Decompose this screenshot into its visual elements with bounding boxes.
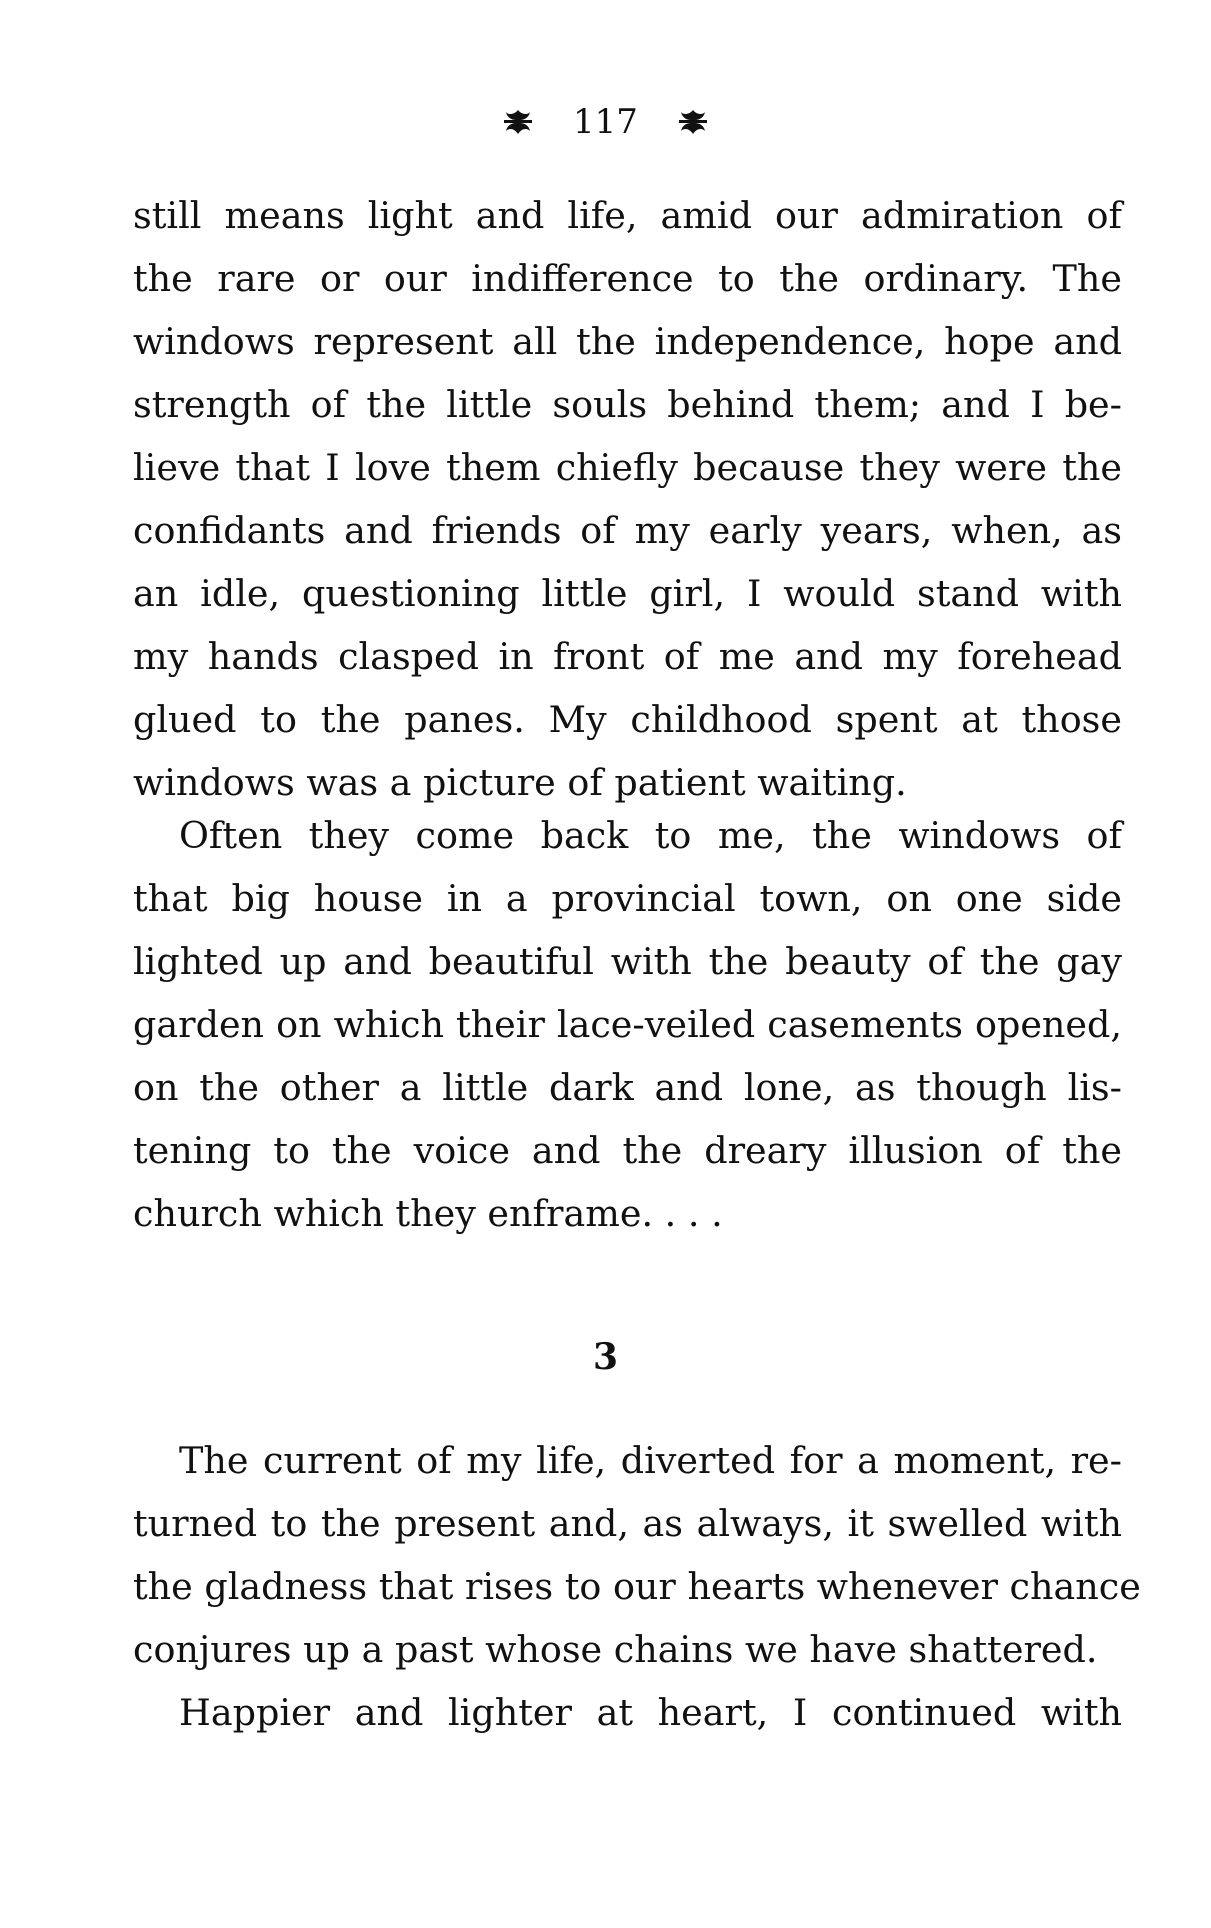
- page-header: [0, 100, 1211, 142]
- text-line: that big house in a provincial town, on one side: [133, 877, 1122, 920]
- paragraph-1: [133, 184, 1122, 814]
- text-line: Often they come back to me, the windows of: [179, 814, 1122, 857]
- text-line: windows represent all the independence, hope and: [133, 320, 1122, 363]
- text-line: turned to the present and, as always, it swelled with: [133, 1502, 1122, 1545]
- text-line: my hands clasped in front of me and my forehead: [133, 635, 1122, 678]
- text-line: lieve that I love them chiefly because they were the: [133, 446, 1122, 489]
- left-fleuron-ornament: [500, 107, 536, 137]
- text-line: conjures up a past whose chains we have shattered.: [133, 1628, 1098, 1671]
- section-number: 3: [592, 1336, 619, 1378]
- text-line: windows was a picture of patient waiting.: [133, 761, 907, 804]
- paragraph-2: [133, 804, 1122, 1245]
- text-line: tening to the voice and the dreary illusion of the: [133, 1129, 1122, 1172]
- paragraph-3: [133, 1429, 1141, 1744]
- text-line: the rare or our indifference to the ordinary. The: [133, 257, 1122, 300]
- text-line: garden on which their lace-veiled casements opened,: [133, 1003, 1122, 1046]
- text-line: strength of the little souls behind them; and I be-: [133, 383, 1122, 426]
- text-line: on the other a little dark and lone, as though lis-: [133, 1066, 1122, 1109]
- text-line: Happier and lighter at heart, I continued with: [179, 1691, 1122, 1734]
- text-line: the gladness that rises to our hearts whenever chance: [133, 1565, 1141, 1608]
- page-number: 117: [573, 102, 638, 142]
- text-line: glued to the panes. My childhood spent at those: [133, 698, 1122, 741]
- right-fleuron-ornament: [675, 107, 711, 137]
- text-line: church which they enframe. . . .: [133, 1192, 723, 1235]
- text-line: lighted up and beautiful with the beauty of the gay: [133, 940, 1122, 983]
- text-line: an idle, questioning little girl, I would stand with: [133, 572, 1122, 615]
- text-line: The current of my life, diverted for a moment, re-: [179, 1439, 1122, 1482]
- text-line: confidants and friends of my early years, when, as: [133, 509, 1122, 552]
- text-line: still means light and life, amid our admiration of: [133, 194, 1122, 237]
